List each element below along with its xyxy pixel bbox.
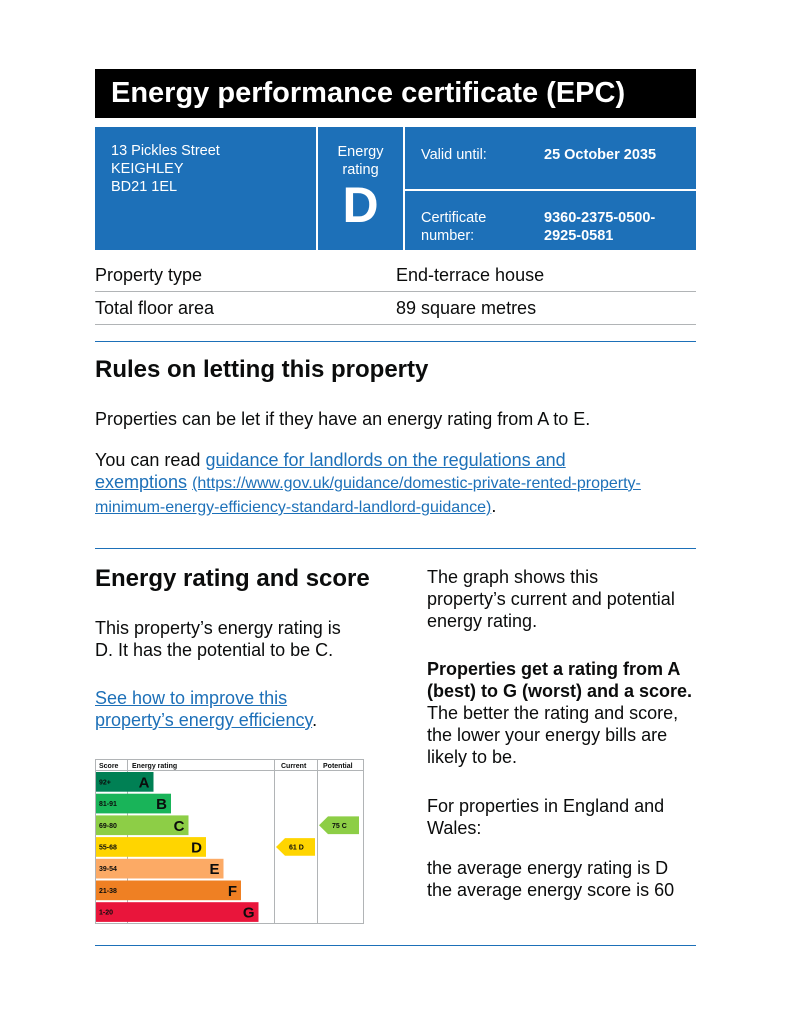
- chart-header-current: Current: [281, 763, 307, 770]
- chart-header-score: Score: [99, 763, 119, 770]
- certificate-number-2: 2925-0581: [544, 228, 614, 244]
- average-score-line: the average energy score is 60: [427, 880, 675, 900]
- band-letter-label: C: [173, 817, 185, 835]
- improve-link-suffix: .: [312, 710, 318, 730]
- rating-expl-line-2: the lower your energy bills are: [427, 725, 668, 745]
- certificate-label-1: Certificate: [421, 210, 487, 226]
- graph-expl-line-3: energy rating.: [427, 611, 538, 631]
- band-score-label: 39-54: [99, 866, 117, 874]
- valid-until-label: Valid until:: [421, 147, 487, 163]
- certificate-number-1: 9360-2375-0500-: [544, 210, 656, 226]
- property-type-value: End-terrace house: [396, 265, 545, 285]
- band-letter-label: G: [242, 904, 255, 922]
- band-letter-label: A: [138, 774, 150, 792]
- potential-rating-marker-label: 75 C: [332, 822, 347, 830]
- rules-heading: Rules on letting this property: [95, 356, 429, 383]
- page-title: Energy performance certificate (EPC): [95, 69, 696, 118]
- property-type-row: [95, 259, 696, 292]
- address-line-2: KEIGHLEY: [111, 161, 184, 177]
- rating-expl-bold-1: Properties get a rating from A: [427, 659, 681, 679]
- rules-paragraph: Properties can be let if they have an energy rating from A to E.: [95, 409, 591, 429]
- guidance-prefix: You can read: [95, 450, 206, 470]
- guidance-url[interactable]: (https://www.gov.uk/guidance/domestic-private-rented-property-: [192, 475, 641, 492]
- rating-summary-line-1: This property’s energy rating is: [95, 618, 341, 638]
- valid-until-box: [405, 127, 696, 189]
- energy-rating-chart: [95, 759, 365, 925]
- certificate-label-2: number:: [421, 228, 475, 244]
- improve-link-block: [95, 687, 317, 731]
- property-type-key: Property type: [95, 265, 203, 285]
- guidance-link-cont[interactable]: exemptions: [95, 472, 188, 492]
- graph-expl-line-1: The graph shows this: [427, 567, 599, 587]
- section-divider: [95, 341, 696, 342]
- energy-rating-box: [318, 127, 403, 250]
- rating-expl-bold-2: (best) to G (worst) and a score.: [427, 681, 693, 701]
- rating-explanation: [427, 658, 697, 768]
- band-letter-label: F: [227, 882, 237, 900]
- improve-link-cont[interactable]: property’s energy efficiency: [95, 710, 313, 730]
- graph-explanation: [427, 566, 697, 632]
- improve-link[interactable]: See how to improve this: [95, 688, 288, 708]
- region-intro: [427, 795, 697, 839]
- certificate-number-box: [405, 191, 696, 250]
- guidance-paragraph: [95, 449, 696, 519]
- chart-header-rating: Energy rating: [132, 763, 178, 770]
- section-divider: [95, 548, 696, 549]
- rating-summary-line-2: D. It has the potential to be C.: [95, 640, 334, 660]
- band-score-label: 69-80: [99, 822, 117, 830]
- band-letter-label: D: [191, 839, 202, 857]
- guidance-link[interactable]: guidance for landlords on the regulations and: [205, 450, 566, 470]
- band-f: [96, 881, 241, 901]
- average-ratings: [427, 857, 697, 901]
- guidance-suffix: .: [491, 496, 497, 516]
- energy-rating-label-1: Energy: [337, 144, 384, 160]
- address-postcode: BD21 1EL: [111, 179, 178, 195]
- rating-expl-line-1: The better the rating and score,: [427, 703, 679, 723]
- band-score-label: 21-38: [99, 887, 117, 895]
- band-g: [96, 902, 259, 922]
- address-box: [95, 127, 316, 250]
- guidance-url-cont[interactable]: minimum-energy-efficiency-standard-landlord-guidance): [95, 499, 492, 516]
- band-letter-label: E: [209, 861, 220, 879]
- band-score-label: 55-68: [99, 844, 117, 852]
- energy-rating-label-2: rating: [342, 162, 379, 178]
- band-letter-label: B: [156, 796, 167, 814]
- floor-area-key: Total floor area: [95, 298, 215, 318]
- rating-summary: [95, 617, 341, 661]
- average-rating-line: the average energy rating is D: [427, 858, 669, 878]
- graph-expl-line-2: property’s current and potential: [427, 589, 675, 609]
- region-intro-line-1: For properties in England and: [427, 796, 665, 816]
- valid-until-value: 25 October 2035: [544, 147, 657, 163]
- energy-rating-heading: Energy rating and score: [95, 565, 370, 592]
- chart-header-potential: Potential: [323, 763, 353, 770]
- address-line-1: 13 Pickles Street: [111, 143, 220, 159]
- energy-rating-letter: D: [342, 177, 379, 233]
- band-score-label: 92+: [99, 779, 111, 787]
- section-divider: [95, 945, 696, 946]
- band-score-label: 81-91: [99, 801, 117, 809]
- floor-area-row: [95, 292, 696, 325]
- region-intro-line-2: Wales:: [427, 818, 482, 838]
- floor-area-value: 89 square metres: [396, 298, 537, 318]
- band-score-label: 1-20: [99, 909, 114, 917]
- rating-expl-line-3: likely to be.: [427, 747, 518, 767]
- current-rating-marker-label: 61 D: [289, 844, 304, 852]
